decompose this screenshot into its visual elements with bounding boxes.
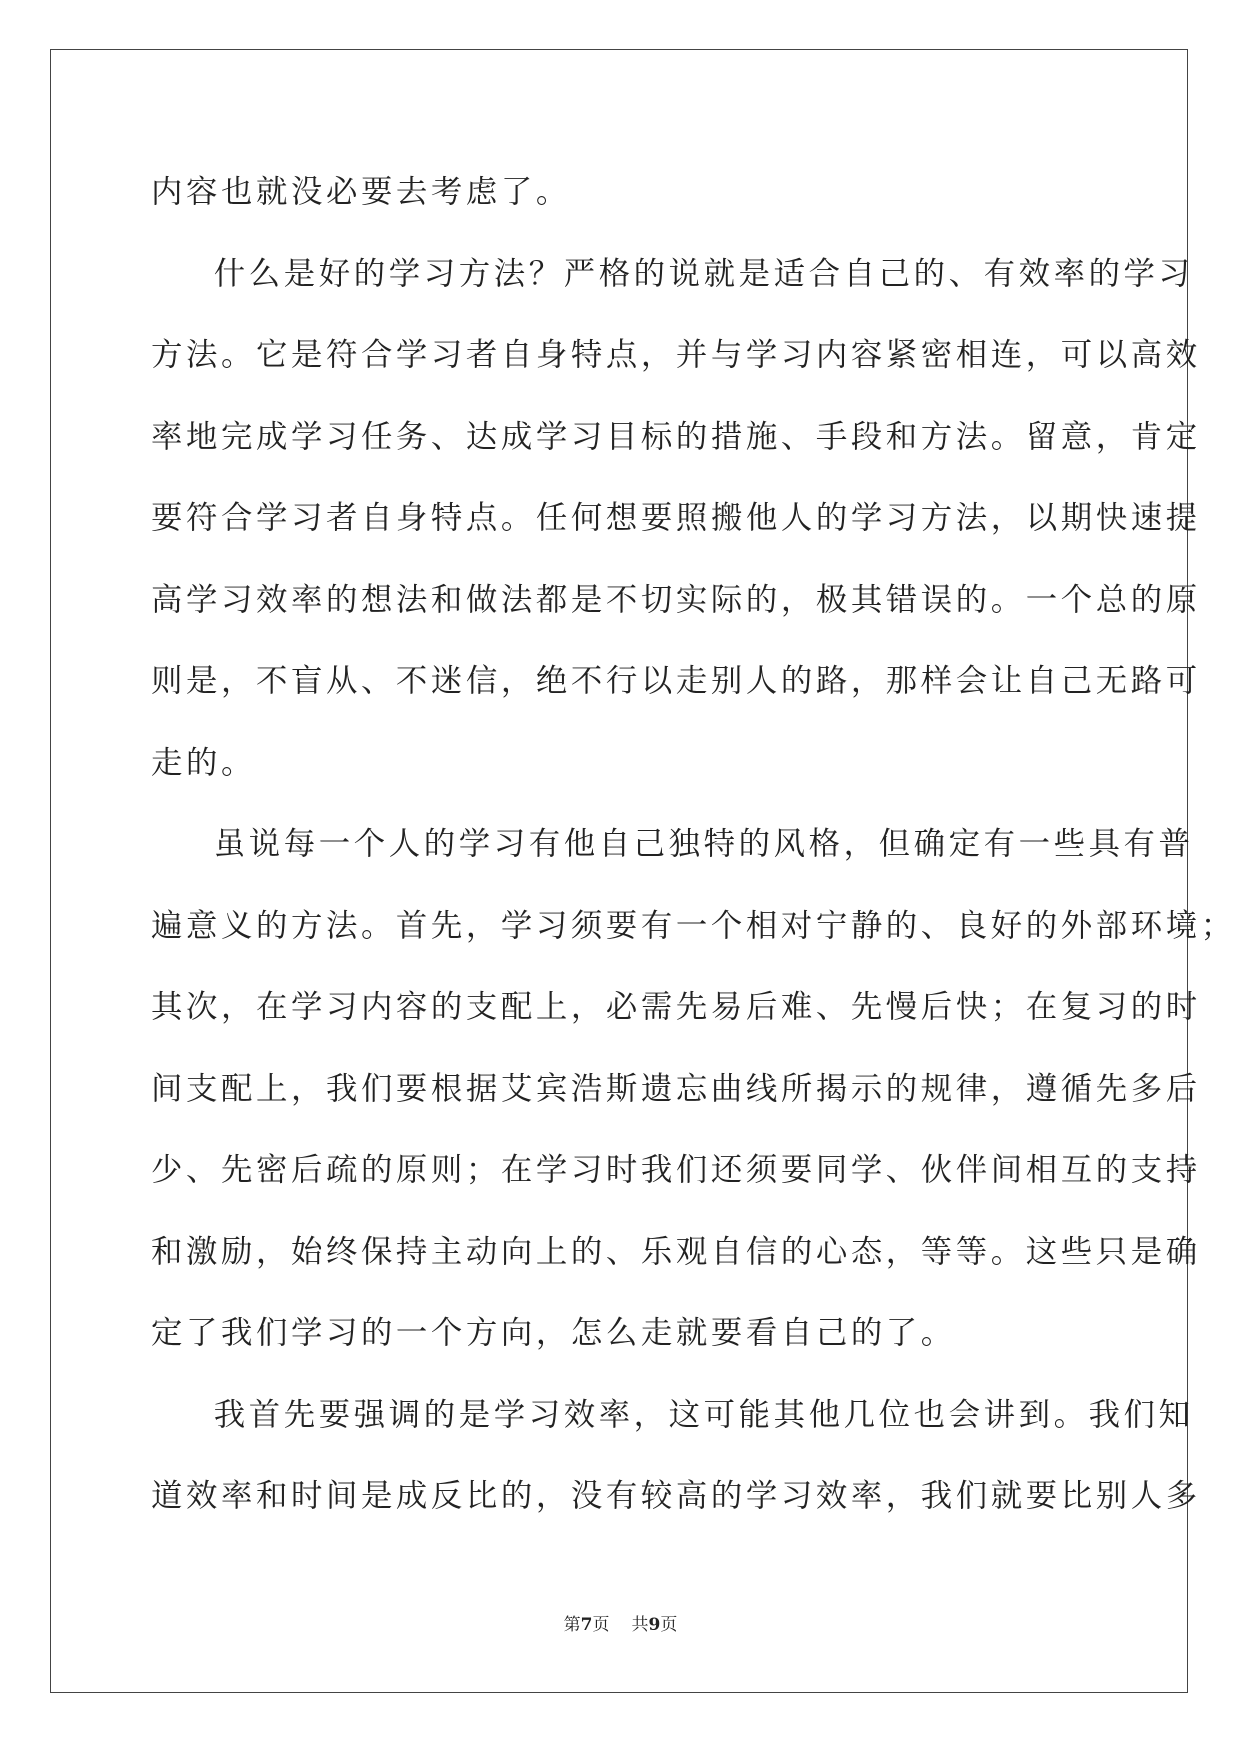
footer-total-prefix: 共 — [631, 1615, 649, 1635]
text-line: 道效率和时间是成反比的，没有较高的学习效率，我们就要比别人多 — [151, 1478, 1201, 1514]
text-line: 内容也就没必要去考虑了。 — [151, 174, 571, 210]
page-footer — [0, 1610, 1241, 1635]
text-line: 高学习效率的想法和做法都是不切实际的，极其错误的。一个总的原 — [151, 581, 1201, 618]
text-line: 虽说每一个人的学习有他自己独特的风格，但确定有一些具有普 — [213, 826, 1194, 862]
text-line: 则是，不盲从、不迷信，绝不行以走别人的路，那样会让自己无路可 — [151, 663, 1201, 699]
text-line: 定了我们学习的一个方向，怎么走就要看自己的了。 — [151, 1315, 956, 1351]
text-line: 其次，在学习内容的支配上，必需先易后难、先慢后快；在复习的时 — [151, 989, 1201, 1025]
footer-prefix: 第 — [563, 1615, 581, 1635]
text-line: 间支配上，我们要根据艾宾浩斯遗忘曲线所揭示的规律，遵循先多后 — [151, 1070, 1201, 1107]
text-line: 率地完成学习任务、达成学习目标的措施、手段和方法。留意，肯定 — [151, 418, 1201, 455]
text-line: 我首先要强调的是学习效率，这可能其他几位也会讲到。我们知 — [213, 1396, 1194, 1433]
footer-total-number: 9 — [648, 1615, 661, 1635]
footer-total-suffix: 页 — [660, 1615, 678, 1635]
text-line: 走的。 — [151, 744, 256, 781]
body-text — [151, 152, 1236, 1538]
text-line: 什么是好的学习方法？严格的说就是适合自己的、有效率的学习 — [213, 255, 1194, 292]
text-line: 和激励，始终保持主动向上的、乐观自信的心态，等等。这些只是确 — [151, 1233, 1201, 1270]
footer-page-suffix: 页 — [592, 1615, 610, 1635]
text-line: 遍意义的方法。首先，学习须要有一个相对宁静的、良好的外部环境； — [151, 907, 1236, 944]
text-line: 要符合学习者自身特点。任何想要照搬他人的学习方法，以期快速提 — [151, 500, 1201, 536]
footer-page-number: 7 — [580, 1615, 593, 1635]
text-line: 少、先密后疏的原则；在学习时我们还须要同学、伙伴间相互的支持 — [151, 1152, 1201, 1188]
text-line: 方法。它是符合学习者自身特点，并与学习内容紧密相连，可以高效 — [151, 337, 1201, 373]
